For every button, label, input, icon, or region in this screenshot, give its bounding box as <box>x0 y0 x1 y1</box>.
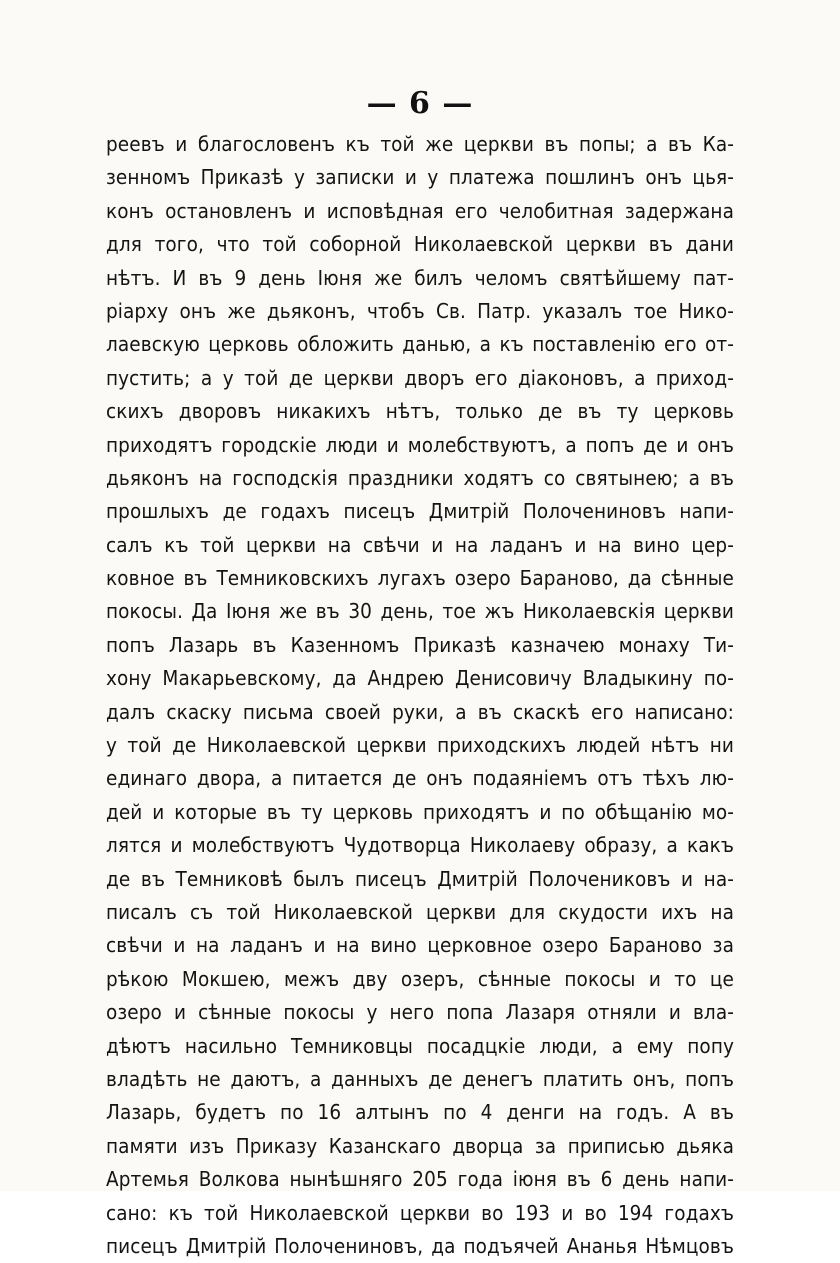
text-line: дей и которые въ ту церковь приходятъ и по обѣщанію мо- <box>106 799 734 824</box>
text-line: де въ Темниковѣ былъ писецъ Дмитрій Полочениковъ и на- <box>106 866 734 891</box>
text-line: дѣютъ насильно Темниковцы посадцкіе люди, а ему попу <box>106 1033 734 1058</box>
text-line: реевъ и благословенъ къ той же церкви въ попы; а въ Ка- <box>106 132 734 156</box>
text-line: хону Макарьевскому, да Андрею Денисовичу Владыкину по- <box>106 666 734 691</box>
text-line: далъ скаску письма своей руки, а въ скаскѣ его написано: <box>106 699 734 724</box>
text-line: конъ остановленъ и исповѣдная его челобитная задержана <box>106 198 734 223</box>
text-line: Лазарь, будетъ по 16 алтынъ по 4 денги на годъ. А въ <box>106 1100 734 1125</box>
text-line: сано: къ той Николаевской церкви во 193 и во 194 годахъ <box>106 1200 734 1225</box>
text-line: писалъ съ той Николаевской церкви для скудости ихъ на <box>106 899 734 924</box>
text-line: свѣчи и на ладанъ и на вино церковное озеро Бараново за <box>106 933 734 958</box>
text-line: пустить; а у той де церкви дворъ его діаконовъ, а приход- <box>106 365 734 390</box>
text-line: писецъ Дмитрій Полочениновъ, да подъячей Ананья Нѣмцовъ <box>106 1233 734 1258</box>
text-line: прошлыхъ де годахъ писецъ Дмитрій Полочениновъ напи- <box>106 499 734 524</box>
page-number: — 6 — <box>366 86 474 121</box>
text-line: приходятъ городскіе люди и молебствуютъ, а попъ де и онъ <box>106 432 734 457</box>
text-line: лаевскую церковь обложить данью, а къ поставленію его от- <box>106 332 734 357</box>
text-line: озеро и сѣнные покосы у него попа Лазаря отняли и вла- <box>106 1000 734 1025</box>
text-line: ковное въ Темниковскихъ лугахъ озеро Бараново, да сѣнные <box>106 566 734 591</box>
text-line: Артемья Волкова нынѣшняго 205 года іюня въ 6 день напи- <box>106 1167 734 1192</box>
text-line: нѣтъ. И въ 9 день Іюня же билъ челомъ святѣйшему пат- <box>106 265 734 290</box>
text-line: покосы. Да Іюня же въ 30 день, тое жъ Николаевскія церкви <box>106 599 734 624</box>
body-text <box>106 128 734 1263</box>
text-line: лятся и молебствуютъ Чудотворца Николаеву образу, а какъ <box>106 833 734 858</box>
text-line: попъ Лазарь въ Казенномъ Приказѣ казначею монаху Ти- <box>106 632 734 657</box>
text-line: для того, что той соборной Николаевской церкви въ дани <box>106 232 734 257</box>
text-line: у той де Николаевской церкви приходскихъ людей нѣтъ ни <box>106 733 734 758</box>
text-line: скихъ дворовъ никакихъ нѣтъ, только де въ ту церковь <box>106 399 734 424</box>
text-line: дьяконъ на господскія праздники ходятъ со святынею; а въ <box>106 465 734 490</box>
text-line: салъ къ той церкви на свѣчи и на ладанъ и на вино цер- <box>106 532 734 557</box>
text-line: рѣкою Мокшею, межъ дву озеръ, сѣнные покосы и то це <box>106 966 734 991</box>
text-line: памяти изъ Приказу Казанскаго дворца за приписью дьяка <box>106 1133 734 1158</box>
text-line: владѣть не даютъ, а данныхъ де денегъ платить онъ, попъ <box>106 1066 734 1091</box>
text-line: ріарху онъ же дьяконъ, чтобъ Св. Патр. указалъ тое Нико- <box>106 298 734 323</box>
text-line: зенномъ Приказѣ у записки и у платежа пошлинъ онъ цья- <box>106 165 734 190</box>
text-line: единаго двора, а питается де онъ подаяніемъ отъ тѣхъ лю- <box>106 766 734 791</box>
